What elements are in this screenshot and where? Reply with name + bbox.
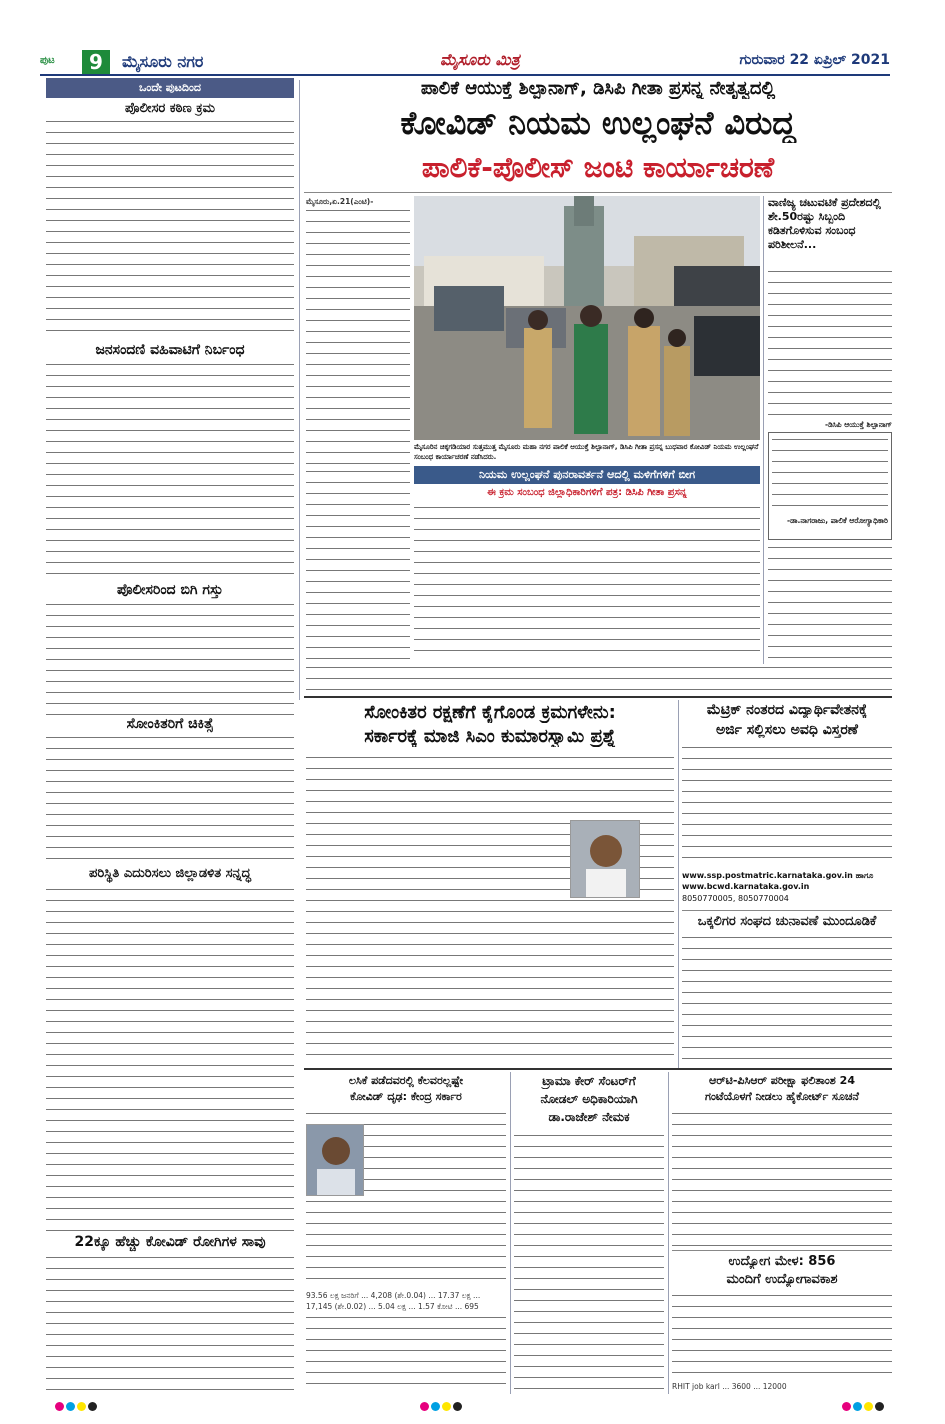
vaccine-headline-1: ಲಸಿಕೆ ಪಡೆದವರಲ್ಲಿ ಕೆಲವರಲ್ಲಷ್ಟೇ — [348, 1074, 464, 1087]
trauma-headline-3: ಡಾ.ರಾಜೇಶ್ ನೇಮಕ — [548, 1110, 630, 1124]
hdk-headline-1: ಸೋಂಕಿತರ ರಕ್ಷಣೆಗೆ ಕೈಗೊಂಡ ಕ್ರಮಗಳೇನು: — [364, 702, 616, 723]
sidebar-quote-byline: -ಡಾ.ನಾಗರಾಜು, ಪಾಲಿಕೆ ಆರೋಗ್ಯಾಧಿಕಾರಿ — [786, 516, 888, 525]
lead-headline: ಕೋವಿಡ್ ನಿಯಮ ಉಲ್ಲಂಘನೆ ವಿರುದ್ಧ — [400, 104, 796, 142]
lead-body-2 — [306, 468, 410, 660]
left-heading-2: ಜನಸಂದಣಿ ವಹಿವಾಟಿಗೆ ನಿರ್ಬಂಧ — [95, 342, 245, 358]
registration-dot-icon — [55, 1402, 64, 1411]
matric-body — [682, 744, 892, 868]
registration-dot-icon — [442, 1402, 451, 1411]
matric-headline-1: ಮೆಟ್ರಿಕ್ ನಂತರದ ವಿದ್ಯಾರ್ಥಿವೇತನಕ್ಕೆ — [706, 702, 868, 718]
registration-dot-icon — [842, 1402, 851, 1411]
registration-dot-icon — [853, 1402, 862, 1411]
page-number-badge: 9 — [82, 50, 110, 74]
okkaliga-body — [682, 934, 892, 1064]
registration-dot-icon — [864, 1402, 873, 1411]
left-heading-4: ಸೋಂಕಿತರಿಗೆ ಚಿಕಿತ್ಸೆ — [126, 716, 214, 732]
lead-photo-caption: ಮೈಸೂರಿನ ಚಿಕ್ಕಗಡಿಯಾರ ಸುತ್ತಮುತ್ತ ಮೈಸೂರು ಮಹಾ ನಗರ ಪಾಲಿಕೆ ಆಯುಕ್ತೆ ಶಿಲ್ಪಾನಾಗ್, ಡಿಸಿಪಿ ಗೀತಾ ಪ್ರಸನ್ನ ಬುಧವಾರ ಕೋವಿಡ್ ನಿಯಮ ಉಲ್ಲಂಘನೆ ಸಂಬಂಧ ಕಾರ್ಯಾಚರಣೆ ನಡೆಸಿದರು. — [414, 443, 759, 461]
sidebar-heading: ವಾಣಿಜ್ಯ ಚಟುವಟಿಕೆ ಪ್ರದೇಶದಲ್ಲಿ ಶೇ.50ರಷ್ಟು ಸಿಬ್ಬಂದಿ ಕಡಿತಗೊಳಿಸುವ ಸಂಬಂಧ ಪರಿಶೀಲನೆ... — [768, 196, 881, 251]
vaccine-portrait — [306, 1124, 364, 1196]
left-body-1 — [46, 118, 294, 340]
okkaliga-headline: ಒಕ್ಕಲಿಗರ ಸಂಘದ ಚುನಾವಣೆ ಮುಂದೂಡಿಕೆ — [697, 914, 877, 929]
lead-body-3 — [306, 664, 892, 692]
lead-kicker: ಪಾಲಿಕೆ ಆಯುಕ್ತೆ ಶಿಲ್ಪಾನಾಗ್, ಡಿಸಿಪಿ ಗೀತಾ ಪ್ರಸನ್ನ ನೇತೃತ್ವದಲ್ಲಿ — [420, 78, 776, 99]
left-heading-6: 22ಕ್ಕೂ ಹೆಚ್ಚು ಕೋವಿಡ್ ರೋಗಿಗಳ ಸಾವು — [74, 1234, 266, 1250]
inner-box-subhead: ಈ ಕ್ರಮ ಸಂಬಂಧ ಜಿಲ್ಲಾಧಿಕಾರಿಗಳಿಗೆ ಪತ್ರ: ಡಿಸಿಪಿ ಗೀತಾ ಪ್ರಸನ್ನ — [487, 487, 687, 498]
matric-headline-2: ಅರ್ಜಿ ಸಲ್ಲಿಸಲು ಅವಧಿ ವಿಸ್ತರಣೆ — [716, 722, 858, 738]
registration-dot-icon — [431, 1402, 440, 1411]
printer-registration-marks — [0, 1400, 945, 1414]
hdk-headline-2: ಸರ್ಕಾರಕ್ಕೆ ಮಾಜಿ ಸಿಎಂ ಕುಮಾರಸ್ವಾಮಿ ಪ್ರಶ್ನೆ — [364, 726, 616, 747]
hdk-portrait — [570, 820, 640, 898]
jobfair-body — [672, 1292, 892, 1380]
lead-body — [306, 196, 410, 464]
vaccine-figures: 93.56 ಲಕ್ಷ ಜನರಿಗೆ ... 4,208 (ಶೇ.0.04) ... 17.37 ಲಕ್ಷ ... 17,145 (ಶೇ.0.02) ... 5.04 ಲಕ್ಷ ... 1.57 ಕೋಟಿ ... 695 — [306, 1291, 481, 1311]
trauma-headline-2: ನೋಡಲ್ ಅಧಿಕಾರಿಯಾಗಿ — [540, 1092, 638, 1106]
sidebar-quote-body — [772, 436, 888, 516]
lead-photo — [414, 196, 760, 440]
issue-date: ಗುರುವಾರ 22 ಏಪ್ರಿಲ್ 2021 — [739, 52, 890, 68]
left-heading-3: ಪೊಲೀಸರಿಂದ ಬಿಗಿ ಗಸ್ತು — [116, 582, 224, 598]
left-body-5 — [46, 886, 294, 1232]
jobfair-detail: RHIT job karl ... 3600 ... 12000 — [672, 1382, 787, 1391]
left-heading-1: ಪೊಲೀಸರ ಕಠಿಣ ಕ್ರಮ — [124, 101, 216, 116]
jobfair-headline-2: ಮಂದಿಗೆ ಉದ್ಯೋಗಾವಕಾಶ — [726, 1272, 838, 1287]
left-heading-5: ಪರಿಸ್ಥಿತಿ ಎದುರಿಸಲು ಜಿಲ್ಲಾಡಳಿತ ಸನ್ನದ್ಧ — [89, 866, 251, 881]
left-body-3 — [46, 601, 294, 715]
lead-dateline: ಮೈಸೂರು,ಏ.21(ಎಂಟಿ)- — [306, 197, 374, 206]
registration-dot-icon — [420, 1402, 429, 1411]
vaccine-headline-2: ಕೋವಿಡ್ ದೃಢ: ಕೇಂದ್ರ ಸರ್ಕಾರ — [350, 1090, 462, 1103]
rtpcr-headline-2: ಗಂಟೆಯೊಳಗೆ ನೀಡಲು ಹೈಕೋರ್ಟ್ ಸೂಚನೆ — [705, 1090, 859, 1103]
left-body-4 — [46, 734, 294, 862]
lead-subheadline: ಪಾಲಿಕೆ-ಪೊಲೀಸ್ ಜಂಟಿ ಕಾರ್ಯಾಚರಣೆ — [421, 151, 775, 184]
section-band: ಒಂದೇ ಪುಟದಿಂದ — [46, 78, 294, 98]
inner-box-body — [414, 504, 760, 660]
registration-dot-icon — [88, 1402, 97, 1411]
registration-dot-icon — [453, 1402, 462, 1411]
jobfair-headline-1: ಉದ್ಯೋಗ ಮೇಳ: 856 — [728, 1254, 836, 1269]
matric-phone: 8050770005, 8050770004 — [682, 894, 789, 903]
registration-dot-icon — [66, 1402, 75, 1411]
hdk-body — [306, 754, 674, 1064]
matric-website: www.ssp.postmatric.karnataka.gov.in ಹಾಗೂ www.bcwd.karnataka.gov.in — [682, 871, 874, 891]
rtpcr-body — [672, 1110, 892, 1248]
sidebar-byline: -ಡಿಸಿಪಿ ಆಯುಕ್ತೆ ಶಿಲ್ಪಾನಾಗ್ — [824, 420, 892, 429]
registration-dot-icon — [875, 1402, 884, 1411]
rtpcr-headline-1: ಆರ್‌ಟಿ-ಪಿಸಿಆರ್ ಪರೀಕ್ಷಾ ಫಲಿತಾಂಶ 24 — [709, 1074, 855, 1087]
trauma-headline-1: ಟ್ರಾಮಾ ಕೇರ್ ಸೆಂಟರ್‌ಗೆ — [542, 1074, 636, 1088]
vaccine-body-2 — [306, 1314, 506, 1392]
page-header — [40, 50, 890, 76]
page-prefix: ಪುಟ — [40, 55, 55, 66]
trauma-body — [514, 1132, 664, 1392]
left-body-6 — [46, 1254, 294, 1392]
sidebar-body — [768, 268, 892, 418]
inner-box-band: ನಿಯಮ ಉಲ್ಲಂಘನೆ ಪುನರಾವರ್ತನೆ ಆದಲ್ಲಿ ಮಳಿಗೆಗಳಿಗೆ ಬೀಗ — [414, 466, 760, 484]
masthead-logo: ಮೈಸೂರು ಮಿತ್ರ — [440, 50, 520, 69]
registration-dot-icon — [77, 1402, 86, 1411]
left-body-2 — [46, 361, 294, 579]
section-title: ಮೈಸೂರು ನಗರ — [122, 52, 204, 71]
sidebar-quote-box — [768, 432, 892, 540]
